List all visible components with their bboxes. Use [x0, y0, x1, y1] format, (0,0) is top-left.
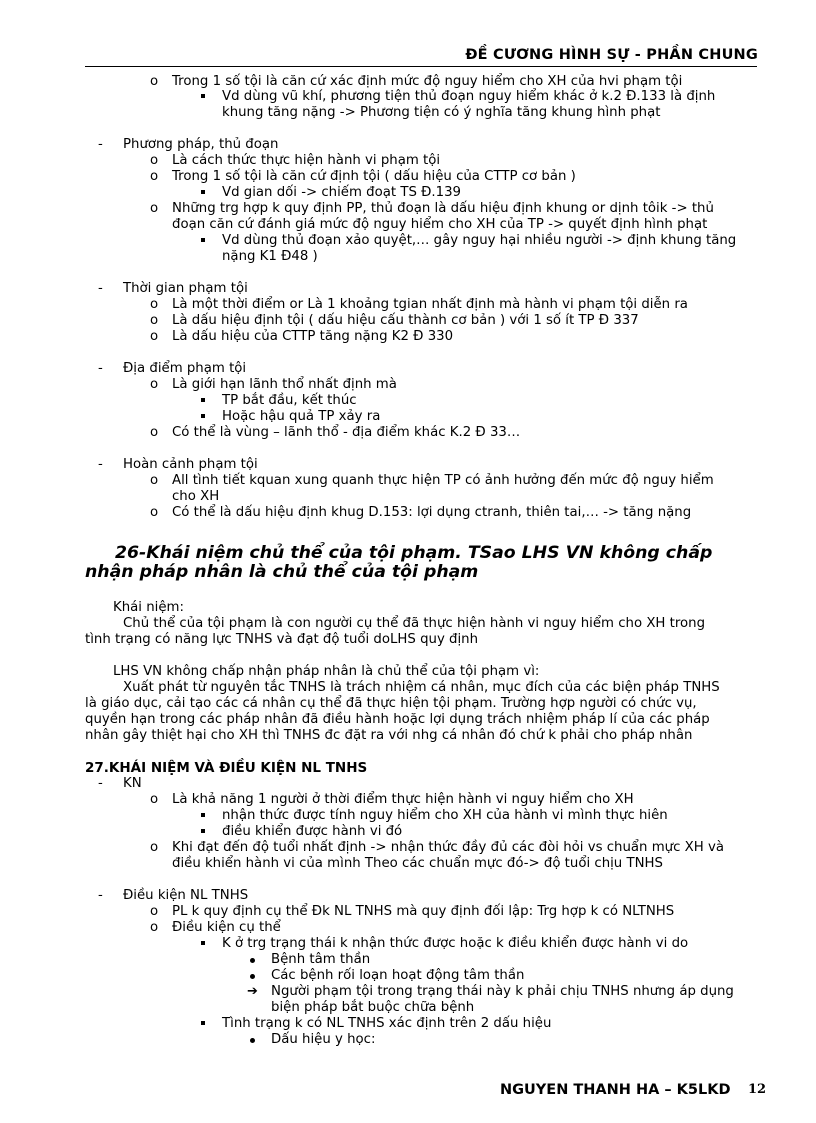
text-line: Vd gian dối -> chiếm đoạt TS Đ.139 [222, 185, 462, 200]
text-line: Khái niệm: [113, 600, 184, 615]
circle-bullet-icon: o [150, 473, 159, 488]
header-rule [85, 66, 757, 67]
text-line: Khi đạt đến độ tuổi nhất định -> nhận thức đầy đủ các đòi hỏi vs chuẩn mực XH và [172, 840, 724, 855]
heading-26: 26-Khái niệm chủ thể của tội phạm. TSao LHS VN không chấp nhận pháp nhân là chủ thể của tội phạm [85, 543, 713, 582]
circle-bullet-icon: o [150, 904, 159, 919]
text-line: nhận thức được tính nguy hiểm cho XH của hành vi mình thực hiên [222, 808, 668, 823]
text-line: Trong 1 số tội là căn cứ định tội ( dấu hiệu của CTTP cơ bản ) [172, 169, 576, 184]
text-line: Tình trạng k có NL TNHS xác định trên 2 dấu hiệu [222, 1016, 552, 1031]
circle-bullet-icon: o [150, 920, 159, 935]
text-line: nặng K1 Đ48 ) [222, 249, 318, 264]
text-line: K ở trg trạng thái k nhận thức được hoặc k điều khiển được hành vi do [222, 936, 689, 951]
text-line: Là một thời điểm or Là 1 khoảng tgian nhất định mà hành vi phạm tội diễn ra [172, 297, 688, 312]
circle-bullet-icon: o [150, 169, 159, 184]
text-line: Chủ thể của tội phạm là con người cụ thể đã thực hiện hành vi nguy hiểm cho XH trong [123, 616, 706, 631]
square-bullet-icon [201, 414, 205, 418]
dot-bullet-icon [250, 1038, 255, 1043]
section-heading: Điều kiện NL TNHS [123, 888, 249, 903]
text-line: điều khiển được hành vi đó [222, 824, 403, 839]
page-number: 12 [748, 1082, 767, 1097]
circle-bullet-icon: o [150, 377, 159, 392]
section-heading: Phương pháp, thủ đoạn [123, 137, 279, 152]
dot-bullet-icon [250, 974, 255, 979]
circle-bullet-icon: o [150, 505, 159, 520]
dash-bullet-icon: - [98, 361, 103, 376]
text-line: Có thể là vùng – lãnh thổ - địa điểm khác K.2 Đ 33… [172, 425, 521, 440]
text-line: điều khiển hành vi của mình Theo các chuẩn mực đó-> độ tuổi chịu TNHS [172, 856, 663, 871]
circle-bullet-icon: o [150, 840, 159, 855]
square-bullet-icon [201, 1021, 205, 1025]
text-line: Trong 1 số tội là căn cứ xác định mức độ nguy hiểm cho XH của hvi phạm tội [172, 74, 683, 89]
text-line: cho XH [172, 489, 220, 504]
square-bullet-icon [201, 941, 205, 945]
circle-bullet-icon: o [150, 201, 159, 216]
circle-bullet-icon: o [150, 792, 159, 807]
dash-bullet-icon: - [98, 776, 103, 791]
circle-bullet-icon: o [150, 313, 159, 328]
dot-bullet-icon [250, 958, 255, 963]
square-bullet-icon [201, 813, 205, 817]
text-line: Là giới hạn lãnh thổ nhất định mà [172, 377, 397, 392]
square-bullet-icon [201, 190, 205, 194]
text-line: Hoặc hậu quả TP xảy ra [222, 409, 381, 424]
text-line: Là dấu hiệu định tội ( dấu hiệu cấu thành cơ bản ) với 1 số ít TP Đ 337 [172, 313, 639, 328]
text-line: TP bắt đầu, kết thúc [222, 393, 357, 408]
square-bullet-icon [201, 94, 205, 98]
text-line: khung tăng nặng -> Phương tiện có ý nghĩa tăng khung hình phạt [222, 105, 661, 120]
text-line: Những trg hợp k quy định PP, thủ đoạn là dấu hiệu định khung or dịnh tôik -> thủ [172, 201, 714, 216]
section-heading: Địa điểm phạm tội [123, 361, 247, 376]
text-line: biện pháp bắt buộc chữa bệnh [271, 1000, 475, 1015]
circle-bullet-icon: o [150, 74, 159, 89]
text-line: LHS VN không chấp nhận pháp nhân là chủ thể của tội phạm vì: [113, 664, 540, 679]
text-line: All tình tiết kquan xung quanh thực hiện TP có ảnh hưởng đến mức độ nguy hiểm [172, 473, 714, 488]
dash-bullet-icon: - [98, 281, 103, 296]
square-bullet-icon [201, 398, 205, 402]
text-line: tình trạng có năng lực TNHS và đạt độ tuổi doLHS quy định [85, 632, 479, 647]
text-line: Có thể là dấu hiệu định khug D.153: lợi dụng ctranh, thiên tai,… -> tăng nặng [172, 505, 692, 520]
text-line: Vd dùng vũ khí, phương tiện thủ đoạn nguy hiểm khác ở k.2 Đ.133 là định [222, 89, 716, 104]
section-heading: Hoàn cảnh phạm tội [123, 457, 258, 472]
square-bullet-icon [201, 238, 205, 242]
page-header-title: ĐỀ CƯƠNG HÌNH SỰ - PHẦN CHUNG [465, 47, 758, 63]
circle-bullet-icon: o [150, 153, 159, 168]
text-line: đoạn căn cứ đánh giá mức độ nguy hiểm cho XH của TP -> quyết định hình phạt [172, 217, 708, 232]
text-line: Là dấu hiệu của CTTP tăng nặng K2 Đ 330 [172, 329, 454, 344]
text-line: Điều kiện cụ thể [172, 920, 281, 935]
section-heading: Thời gian phạm tội [123, 281, 248, 296]
text-line: Là khả năng 1 người ở thời điểm thực hiện hành vi nguy hiểm cho XH [172, 792, 634, 807]
dash-bullet-icon: - [98, 457, 103, 472]
circle-bullet-icon: o [150, 297, 159, 312]
circle-bullet-icon: o [150, 329, 159, 344]
circle-bullet-icon: o [150, 425, 159, 440]
text-line: Người phạm tội trong trạng thái này k phải chịu TNHS nhưng áp dụng [271, 984, 734, 999]
footer-author: NGUYEN THANH HA – K5LKD [500, 1082, 731, 1098]
text-line: là giáo dục, cải tạo các cá nhân cụ thể đã thực hiện tội phạm. Trường hợp người có chức vụ, [85, 696, 697, 711]
square-bullet-icon [201, 829, 205, 833]
section-heading: KN [123, 776, 142, 791]
text-line: Vd dùng thủ đoạn xảo quyệt,… gây nguy hại nhiều người -> định khung tăng [222, 233, 737, 248]
text-line: Xuất phát từ nguyên tắc TNHS là trách nhiệm cá nhân, mục đích của các biện pháp TNHS [123, 680, 720, 695]
text-line: nhân gây thiệt hại cho XH thì TNHS đc đặt ra với nhg cá nhân đó chứ k phải cho pháp nhân [85, 728, 693, 743]
text-line: Dấu hiệu y học: [271, 1032, 376, 1047]
heading-27: 27.KHÁI NIỆM VÀ ĐIỀU KIỆN NL TNHS [85, 760, 368, 776]
text-line: Là cách thức thực hiện hành vi phạm tội [172, 153, 441, 168]
text-line: Các bệnh rối loạn hoạt động tâm thần [271, 968, 525, 983]
dash-bullet-icon: - [98, 137, 103, 152]
arrow-right-icon: ➔ [247, 984, 258, 999]
dash-bullet-icon: - [98, 888, 103, 903]
text-line: PL k quy định cụ thể Đk NL TNHS mà quy định đối lập: Trg hợp k có NLTNHS [172, 904, 675, 919]
text-line: quyền hạn trong các pháp nhân đã điều hành hoặc lợi dụng trách nhiệm pháp lí của các pháp [85, 712, 710, 727]
text-line: Bệnh tâm thần [271, 952, 371, 967]
